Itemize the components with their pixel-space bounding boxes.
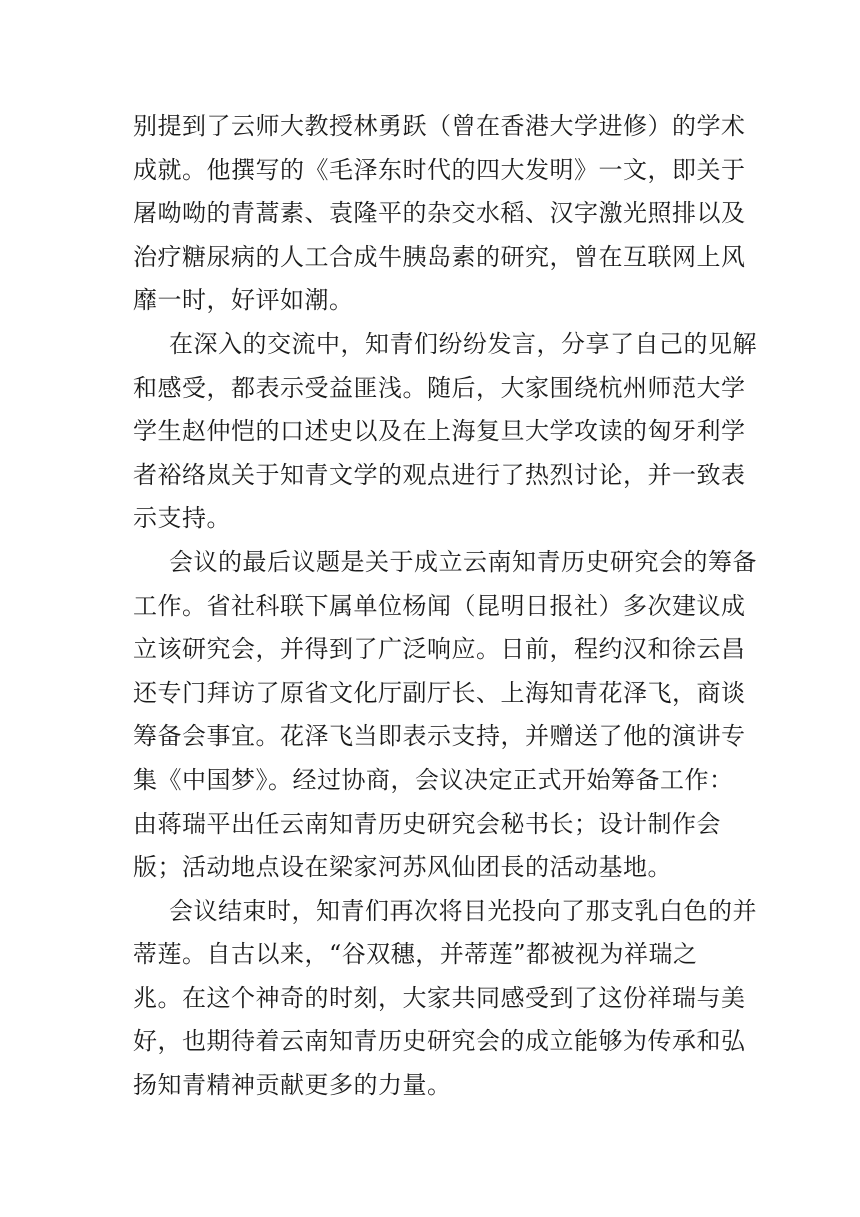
paragraph-4-line-2: 蒂莲。自古以来，“谷双穗，并蒂莲”都被视为祥瑞之 bbox=[133, 940, 698, 969]
paragraph-2-line-3: 学生赵仲恺的口述史以及在上海复旦大学攻读的匈牙利学 bbox=[133, 417, 746, 446]
paragraph-2-line-4: 者裕络岚关于知青文学的观点进行了热烈讨论，并一致表 bbox=[133, 460, 746, 489]
paragraph-4-line-3: 兆。在这个神奇的时刻，大家共同感受到了这份祥瑞与美 bbox=[133, 983, 746, 1012]
paragraph-2-line-2: 和感受，都表示受益匪浅。随后，大家围绕杭州师范大学 bbox=[133, 373, 746, 402]
paragraph-3-line-3: 立该研究会，并得到了广泛响应。日前，程约汉和徐云昌 bbox=[133, 635, 746, 664]
paragraph-1-line-4: 治疗糖尿病的人工合成牛胰岛素的研究，曾在互联网上风 bbox=[133, 242, 746, 271]
paragraph-3-line-6: 集《中国梦》。经过协商，会议决定正式开始筹备工作： bbox=[133, 765, 734, 794]
paragraph-1-line-1: 别提到了云师大教授林勇跃（曾在香港大学进修）的学术 bbox=[133, 112, 746, 140]
paragraph-3-line-5: 筹备会事宜。花泽飞当即表示支持，并赠送了他的演讲专 bbox=[133, 722, 746, 751]
paragraph-3-line-7: 由蒋瑞平出任云南知青历史研究会秘书长；设计制作会 bbox=[133, 809, 721, 838]
body-text bbox=[133, 105, 757, 1108]
paragraph-4-line-4: 好，也期待着云南知青历史研究会的成立能够为传承和弘 bbox=[133, 1027, 746, 1056]
paragraph-3-line-2: 工作。省社科联下属单位杨闻（昆明日报社）多次建议成 bbox=[133, 591, 746, 620]
paragraph-2-line-1: 在深入的交流中，知青们纷纷发言，分享了自己的见解 bbox=[169, 329, 757, 358]
paragraph-1-line-3: 屠呦呦的青蒿素、袁隆平的杂交水稻、汉字激光照排以及 bbox=[133, 199, 746, 228]
paragraph-2-line-5: 示支持。 bbox=[133, 504, 231, 533]
paragraph-3-line-4: 还专门拜访了原省文化厅副厅长、上海知青花泽飞，商谈 bbox=[133, 678, 746, 707]
paragraph-4-line-5: 扬知青精神贡献更多的力量。 bbox=[133, 1071, 452, 1100]
paragraph-4-line-1: 会议结束时，知青们再次将目光投向了那支乳白色的并 bbox=[169, 896, 757, 925]
paragraph-3-line-8: 版；活动地点设在梁家河苏风仙团長的活动基地。 bbox=[133, 853, 672, 882]
paragraph-1-line-2: 成就。他撰写的《毛泽东时代的四大发明》一文，即关于 bbox=[133, 155, 746, 184]
paragraph-3-line-1: 会议的最后议题是关于成立云南知青历史研究会的筹备 bbox=[169, 547, 757, 576]
paragraph-1-line-5: 靡一时，好评如潮。 bbox=[133, 286, 354, 315]
